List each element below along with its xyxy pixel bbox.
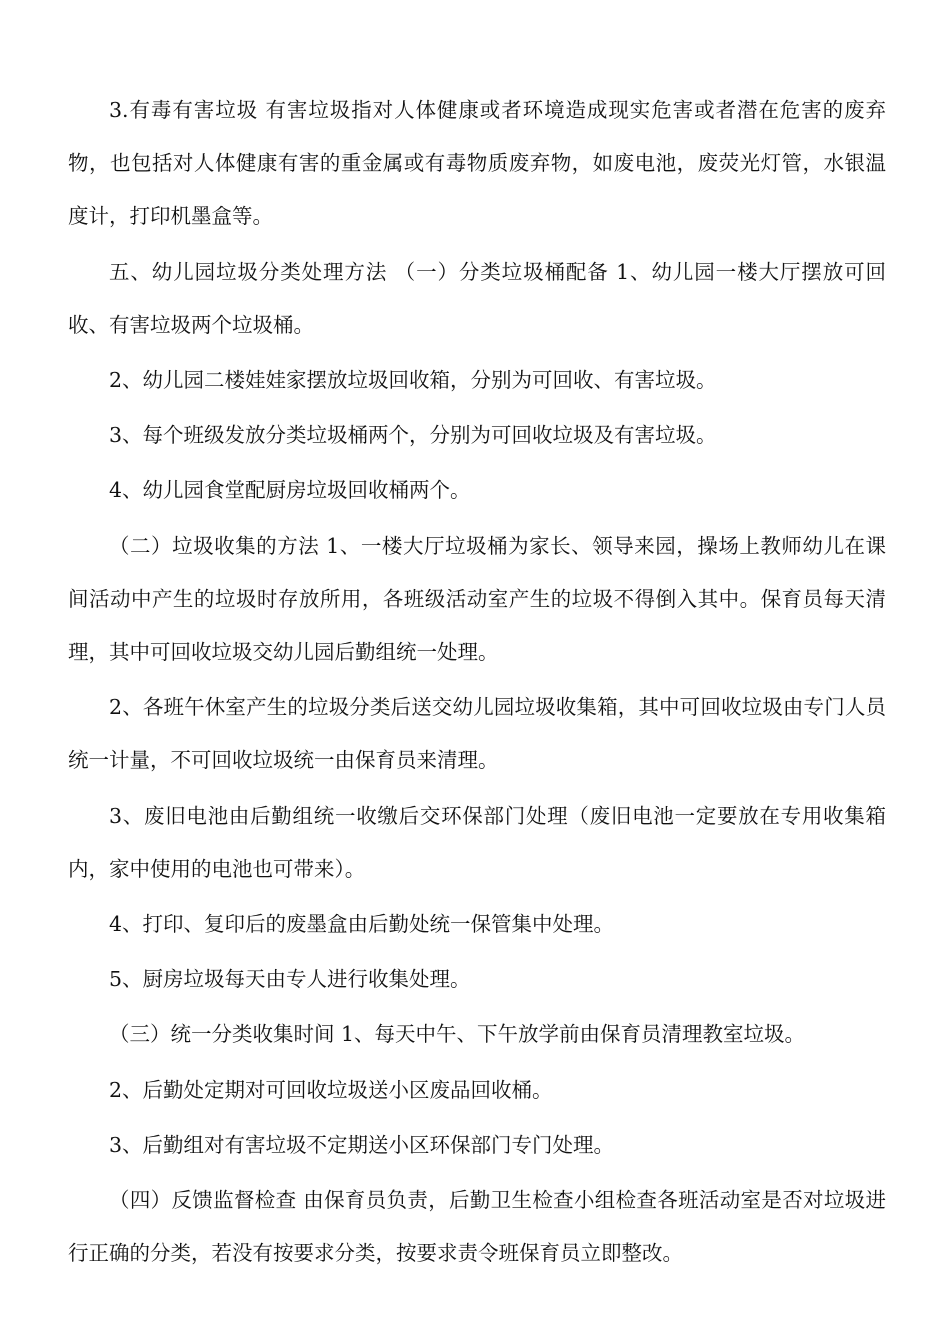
- paragraph-ink-cartridges: 4、打印、复印后的废墨盒由后勤处统一保管集中处理。: [109, 912, 615, 937]
- paragraph-hazardous-delivery: 3、后勤组对有害垃圾不定期送小区环保部门专门处理。: [109, 1132, 615, 1157]
- paragraph-recyclables-delivery: 2、后勤处定期对可回收垃圾送小区废品回收桶。: [109, 1077, 553, 1102]
- paragraph-feedback-supervision: （四）反馈监督检查 由保育员负责，后勤卫生检查小组检查各班活动室是否对垃圾进行正确的分类，若没有按要求分类，按要求责令班保育员立即整改。: [68, 1188, 886, 1266]
- paragraph-canteen-bins: 4、幼儿园食堂配厨房垃圾回收桶两个。: [109, 478, 471, 503]
- paragraph-section-five-bins: 五、幼儿园垃圾分类处理方法 （一）分类垃圾桶配备 1、幼儿园一楼大厅摆放可回收、有害垃圾两个垃圾桶。: [68, 259, 886, 337]
- paragraph-hazardous-waste: 3.有毒有害垃圾 有害垃圾指对人体健康或者环境造成现实危害或者潜在危害的废弃物，也包括对人体健康有害的重金属或有毒物质废弃物，如废电池，废荧光灯管，水银温度计，打印机墨盒等。: [68, 98, 886, 229]
- paragraph-class-bins: 3、每个班级发放分类垃圾桶两个，分别为可回收垃圾及有害垃圾。: [109, 423, 717, 448]
- paragraph-kitchen-waste: 5、厨房垃圾每天由专人进行收集处理。: [109, 967, 471, 992]
- paragraph-second-floor-bins: 2、幼儿园二楼娃娃家摆放垃圾回收箱，分别为可回收、有害垃圾。: [109, 368, 717, 393]
- document-body: [68, 84, 886, 1282]
- paragraph-batteries: 3、废旧电池由后勤组统一收缴后交环保部门处理（废旧电池一定要放在专用收集箱内，家中使用的电池也可带来）。: [68, 803, 886, 881]
- paragraph-collection-method: （二）垃圾收集的方法 1、一楼大厅垃圾桶为家长、领导来园，操场上教师幼儿在课间活动中产生的垃圾时存放所用，各班级活动室产生的垃圾不得倒入其中。保育员每天清理，其中可回收垃圾交幼儿园后勤组统一处理。: [68, 533, 886, 665]
- paragraph-collection-time: （三）统一分类收集时间 1、每天中午、下午放学前由保育员清理教室垃圾。: [109, 1022, 806, 1047]
- paragraph-nap-room-waste: 2、各班午休室产生的垃圾分类后送交幼儿园垃圾收集箱，其中可回收垃圾由专门人员统一计量，不可回收垃圾统一由保育员来清理。: [68, 695, 886, 773]
